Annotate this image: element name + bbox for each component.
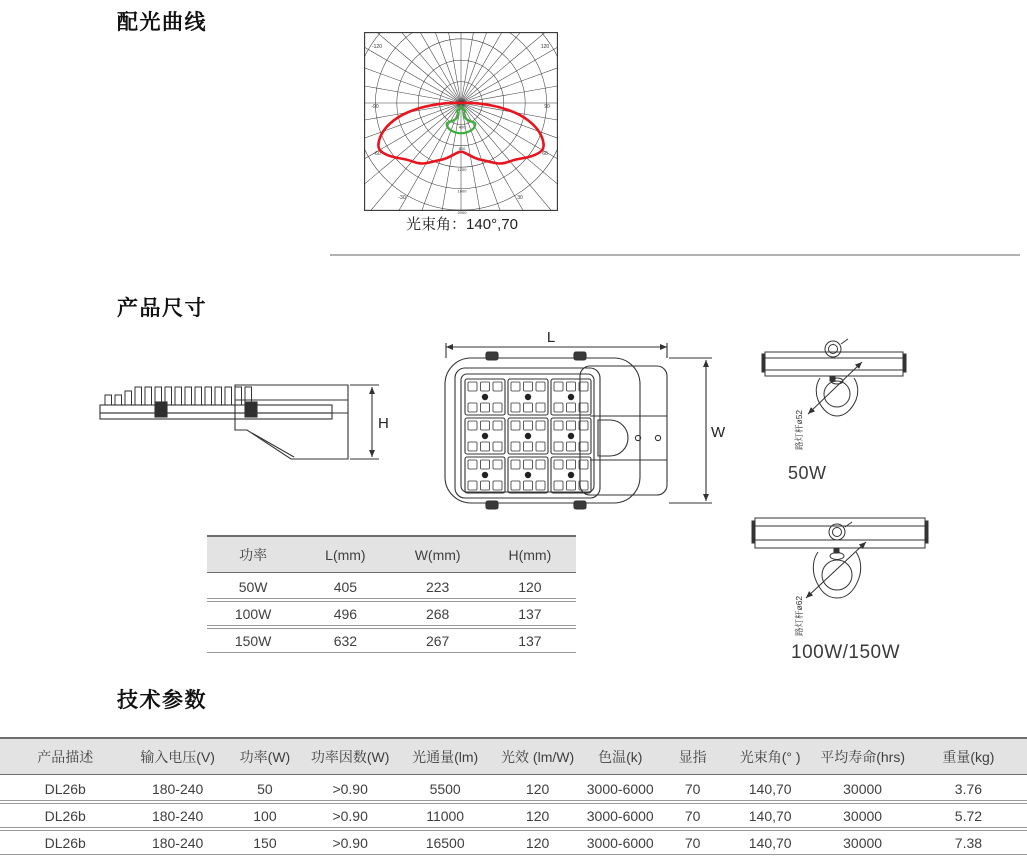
table-cell: >0.90	[305, 830, 395, 855]
led-array	[465, 379, 591, 493]
housing-bar	[755, 518, 925, 548]
fixing-tab	[486, 352, 498, 360]
dim-w-label: W	[711, 424, 726, 441]
column-header: 产品描述	[0, 737, 130, 775]
column-header: 平均寿命(hrs)	[815, 737, 909, 775]
table-row	[207, 601, 576, 626]
column-header: 色温(k)	[580, 737, 660, 775]
dimensions-table-header-row	[207, 535, 576, 573]
table-cell: 268	[392, 601, 484, 626]
svg-text:1200: 1200	[457, 167, 467, 173]
pole-clamp-block	[155, 402, 167, 417]
dimensions-table	[207, 533, 576, 655]
table-cell: 137	[484, 601, 576, 626]
svg-text:1600: 1600	[457, 188, 467, 194]
section-title-dimensions: 产品尺寸	[117, 297, 207, 320]
table-cell: 5.72	[910, 803, 1027, 828]
column-header: 功率(W)	[225, 737, 305, 775]
table-cell: 632	[299, 628, 391, 653]
adjust-knob	[825, 341, 841, 357]
table-cell: DL26b	[0, 830, 130, 855]
table-cell: 7.38	[910, 830, 1027, 855]
table-cell: 3.76	[910, 777, 1027, 801]
fixing-tab	[486, 501, 498, 509]
side-view-drawing	[95, 356, 395, 471]
heatsink-fins	[105, 387, 252, 405]
table-cell: >0.90	[305, 777, 395, 801]
table-cell: 405	[299, 575, 391, 599]
table-cell: 180-240	[130, 830, 224, 855]
table-cell: 140,70	[725, 803, 815, 828]
svg-text:30: 30	[517, 195, 523, 201]
column-header: 输入电压(V)	[130, 737, 224, 775]
column-header: 光效 (lm/W)	[495, 737, 580, 775]
svg-text:800: 800	[458, 145, 466, 151]
table-cell: 50	[225, 777, 305, 801]
table-cell: 100W	[207, 601, 299, 626]
table-cell: 100	[225, 803, 305, 828]
table-cell: 140,70	[725, 830, 815, 855]
top-view-drawing	[430, 328, 730, 516]
pole-clamp-outline	[813, 552, 860, 598]
table-cell: 120	[484, 575, 576, 599]
table-cell: 496	[299, 601, 391, 626]
cable-slot	[598, 420, 628, 456]
svg-text:-90: -90	[371, 104, 379, 110]
column-header: 显指	[660, 737, 725, 775]
pole-section	[824, 381, 850, 407]
table-cell: 70	[660, 777, 725, 801]
dim-l-label: L	[546, 329, 556, 346]
table-cell: 30000	[815, 803, 909, 828]
beam-angle-caption: 光束角：140°,70	[406, 216, 518, 233]
column-header: 光通量(lm)	[395, 737, 495, 775]
table-cell: 3000-6000	[580, 777, 660, 801]
table-cell: >0.90	[305, 803, 395, 828]
svg-text:0: 0	[462, 97, 465, 103]
driver-box-outline	[580, 366, 667, 495]
svg-text:2000: 2000	[457, 210, 467, 215]
table-cell: 180-240	[130, 803, 224, 828]
svg-text:400: 400	[458, 124, 466, 130]
table-cell: 11000	[395, 803, 495, 828]
table-cell: DL26b	[0, 803, 130, 828]
column-header: L(mm)	[299, 535, 391, 573]
pole-clamp-block	[245, 402, 257, 417]
svg-text:-120: -120	[371, 44, 383, 50]
specs-table-header-row	[0, 737, 1027, 775]
table-cell: 120	[495, 803, 580, 828]
table-cell: 70	[660, 830, 725, 855]
table-cell: 137	[484, 628, 576, 653]
dim-h-label: H	[378, 415, 389, 432]
table-cell: 3000-6000	[580, 803, 660, 828]
pole-section	[822, 560, 852, 590]
end-view-100w-drawing	[752, 512, 992, 642]
table-cell: 120	[495, 830, 580, 855]
table-cell: 3000-6000	[580, 830, 660, 855]
table-cell: 180-240	[130, 777, 224, 801]
table-cell: 150	[225, 830, 305, 855]
table-cell: 120	[495, 777, 580, 801]
table-row	[207, 575, 576, 599]
end-view-50w-drawing	[760, 332, 950, 467]
table-row	[0, 803, 1027, 828]
light-distribution-chart	[364, 32, 558, 215]
section-title-specs: 技术参数	[117, 689, 207, 712]
table-cell: DL26b	[0, 777, 130, 801]
pole-diameter-label-100w: 路灯杆ø62	[794, 595, 804, 636]
view-caption-100w: 100W/150W	[791, 642, 901, 663]
mount-arm	[100, 405, 332, 413]
svg-text:-60: -60	[373, 151, 381, 157]
section-title-photometric: 配光曲线	[117, 11, 207, 34]
svg-text:60: 60	[542, 151, 548, 157]
table-row	[0, 830, 1027, 855]
table-cell: 30000	[815, 777, 909, 801]
column-header: 功率	[207, 535, 299, 573]
table-cell: 223	[392, 575, 484, 599]
section-divider	[330, 254, 1020, 256]
column-header: 光束角(° )	[725, 737, 815, 775]
column-header: H(mm)	[484, 535, 576, 573]
table-cell: 150W	[207, 628, 299, 653]
svg-text:90: 90	[544, 104, 550, 110]
table-cell: 70	[660, 803, 725, 828]
svg-text:120: 120	[540, 44, 550, 50]
column-header: W(mm)	[392, 535, 484, 573]
table-cell: 30000	[815, 830, 909, 855]
specs-table	[0, 735, 1027, 857]
fixing-tab	[574, 501, 586, 509]
column-header: 重量(kg)	[910, 737, 1027, 775]
table-cell: 267	[392, 628, 484, 653]
view-caption-50w: 50W	[788, 463, 827, 483]
table-cell: 140,70	[725, 777, 815, 801]
table-row	[0, 777, 1027, 801]
column-header: 功率因数(W)	[305, 737, 395, 775]
pole-diameter-label-50w: 路灯杆ø52	[794, 409, 804, 450]
table-row	[207, 628, 576, 653]
table-cell: 16500	[395, 830, 495, 855]
table-cell: 50W	[207, 575, 299, 599]
table-cell: 5500	[395, 777, 495, 801]
fixing-tab	[574, 352, 586, 360]
svg-text:-30: -30	[398, 195, 406, 201]
housing-bar	[765, 352, 903, 376]
screw-hole	[655, 435, 660, 440]
